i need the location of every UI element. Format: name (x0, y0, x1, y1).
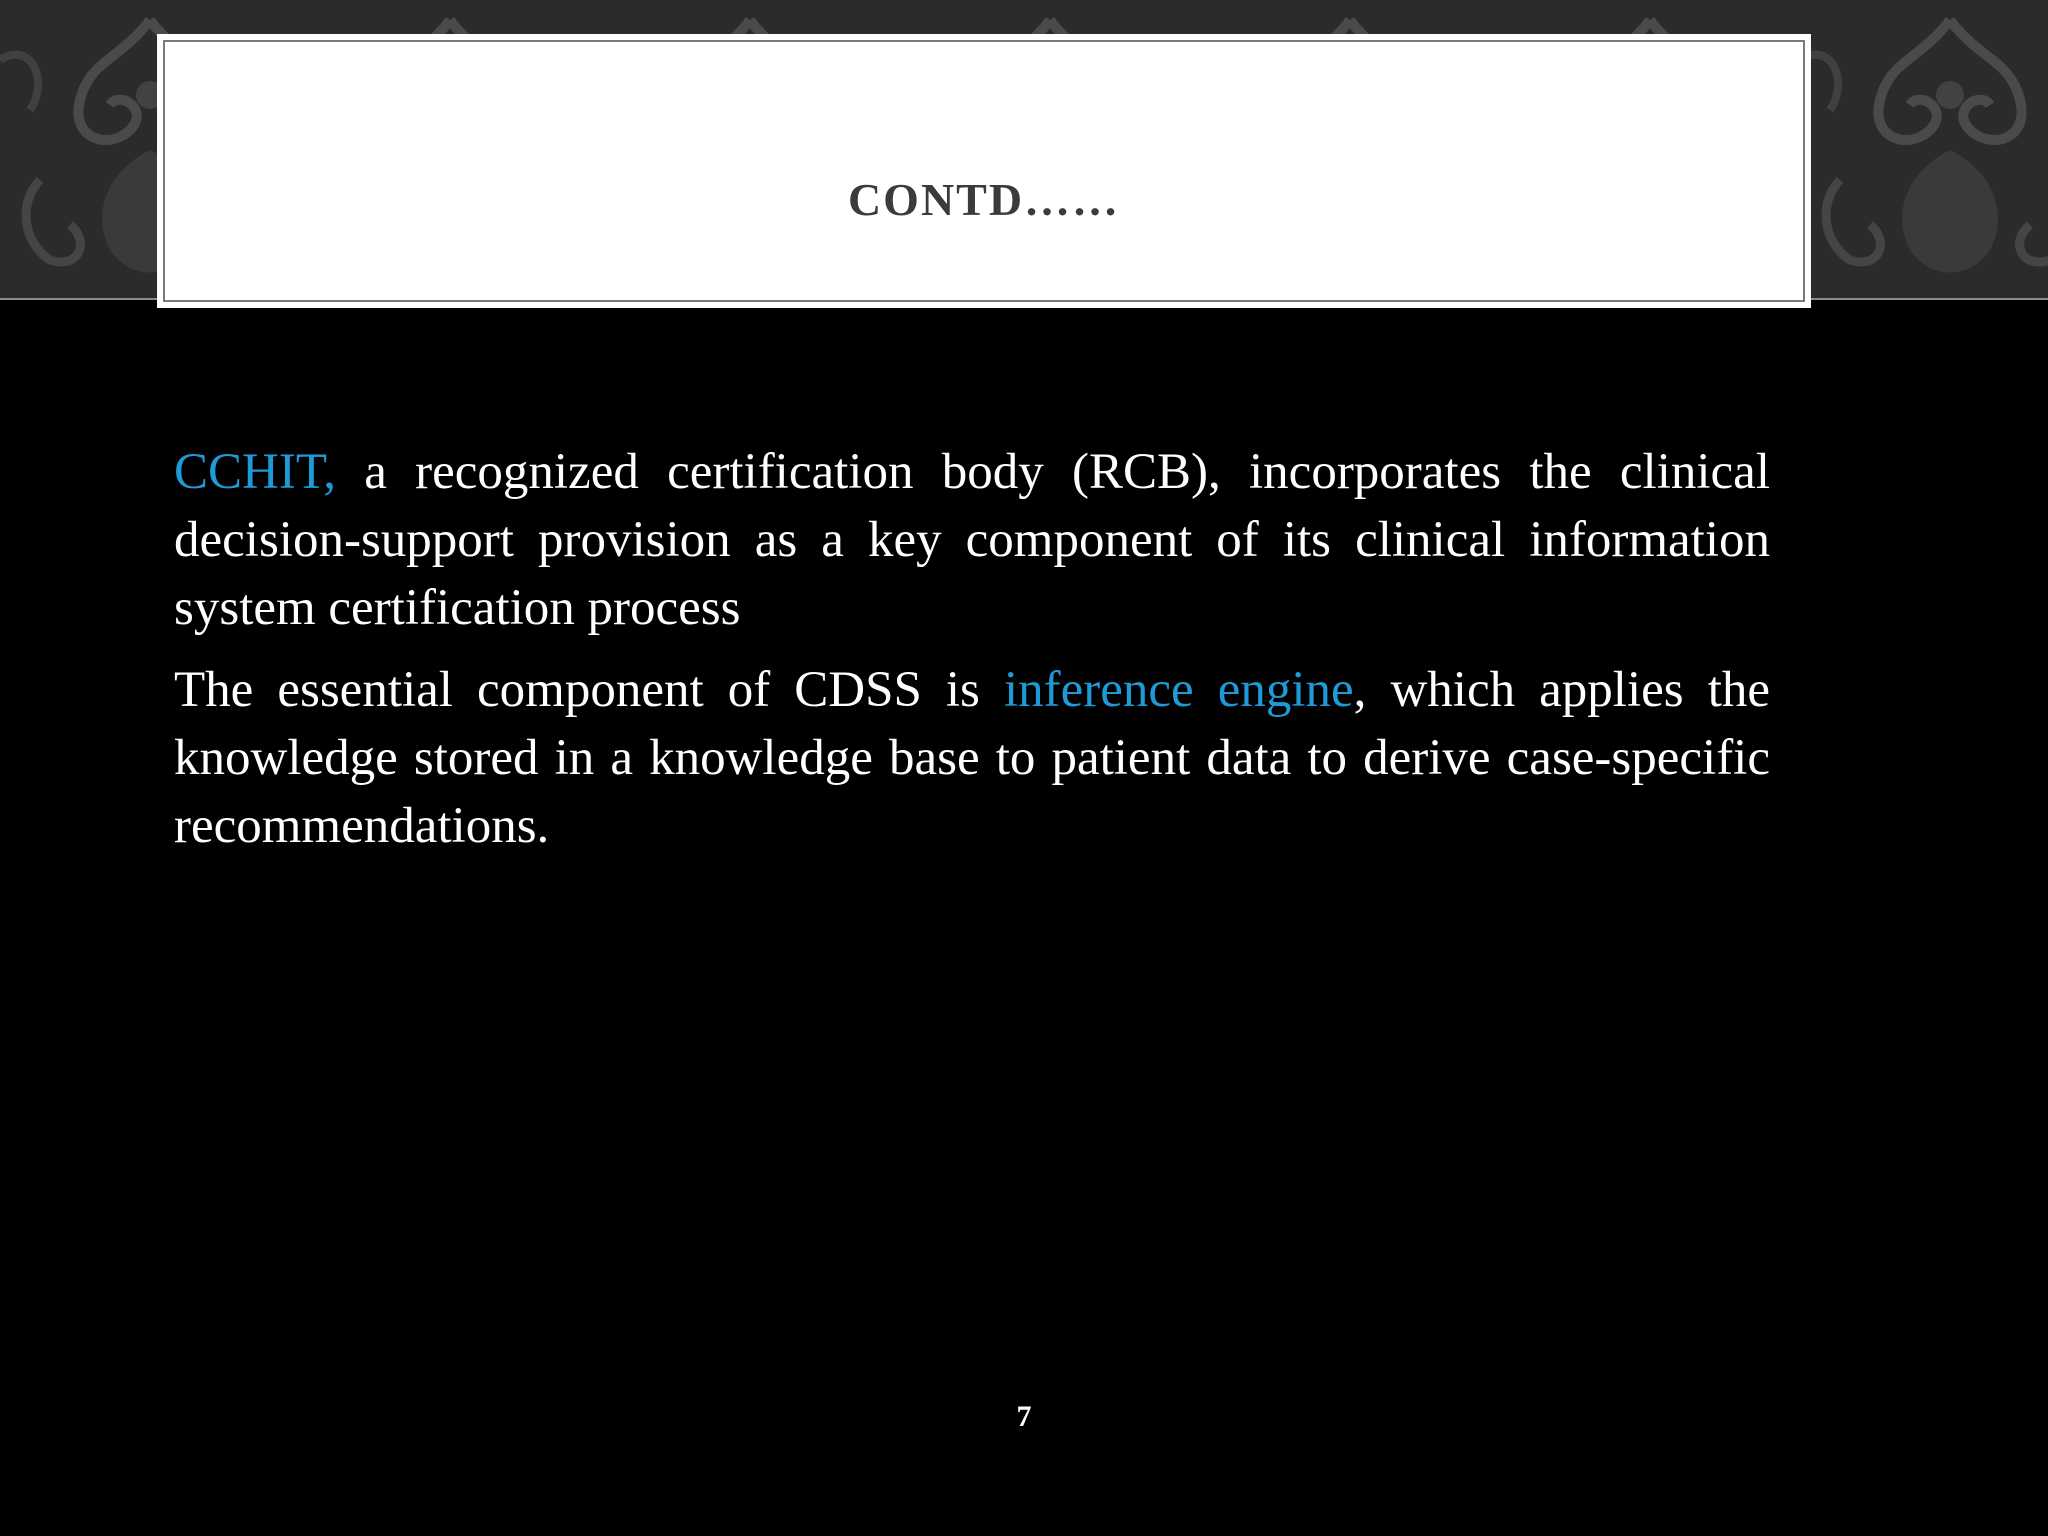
cchit-highlight: CCHIT, (174, 444, 336, 500)
paragraph-cchit (174, 438, 1770, 642)
inference-engine-highlight: inference engine (1003, 662, 1354, 718)
page-number: 7 (1016, 1400, 1032, 1433)
title-box (157, 34, 1811, 308)
slide-body (174, 438, 1770, 874)
paragraph-inference-engine (174, 656, 1770, 860)
paragraph-cchit-text: a recognized certification body (RCB), incorporates the clinical decision-support provision as a key component of its clinical information system certification process (174, 444, 1770, 636)
slide-title: CONTD…… (847, 174, 1121, 225)
paragraph-inference-before: The essential component of CDSS is (174, 662, 1004, 718)
paragraph-inference-after: , which applies the knowledge stored in a knowledge base to patient data to derive case-specific recommendations. (174, 662, 1770, 854)
